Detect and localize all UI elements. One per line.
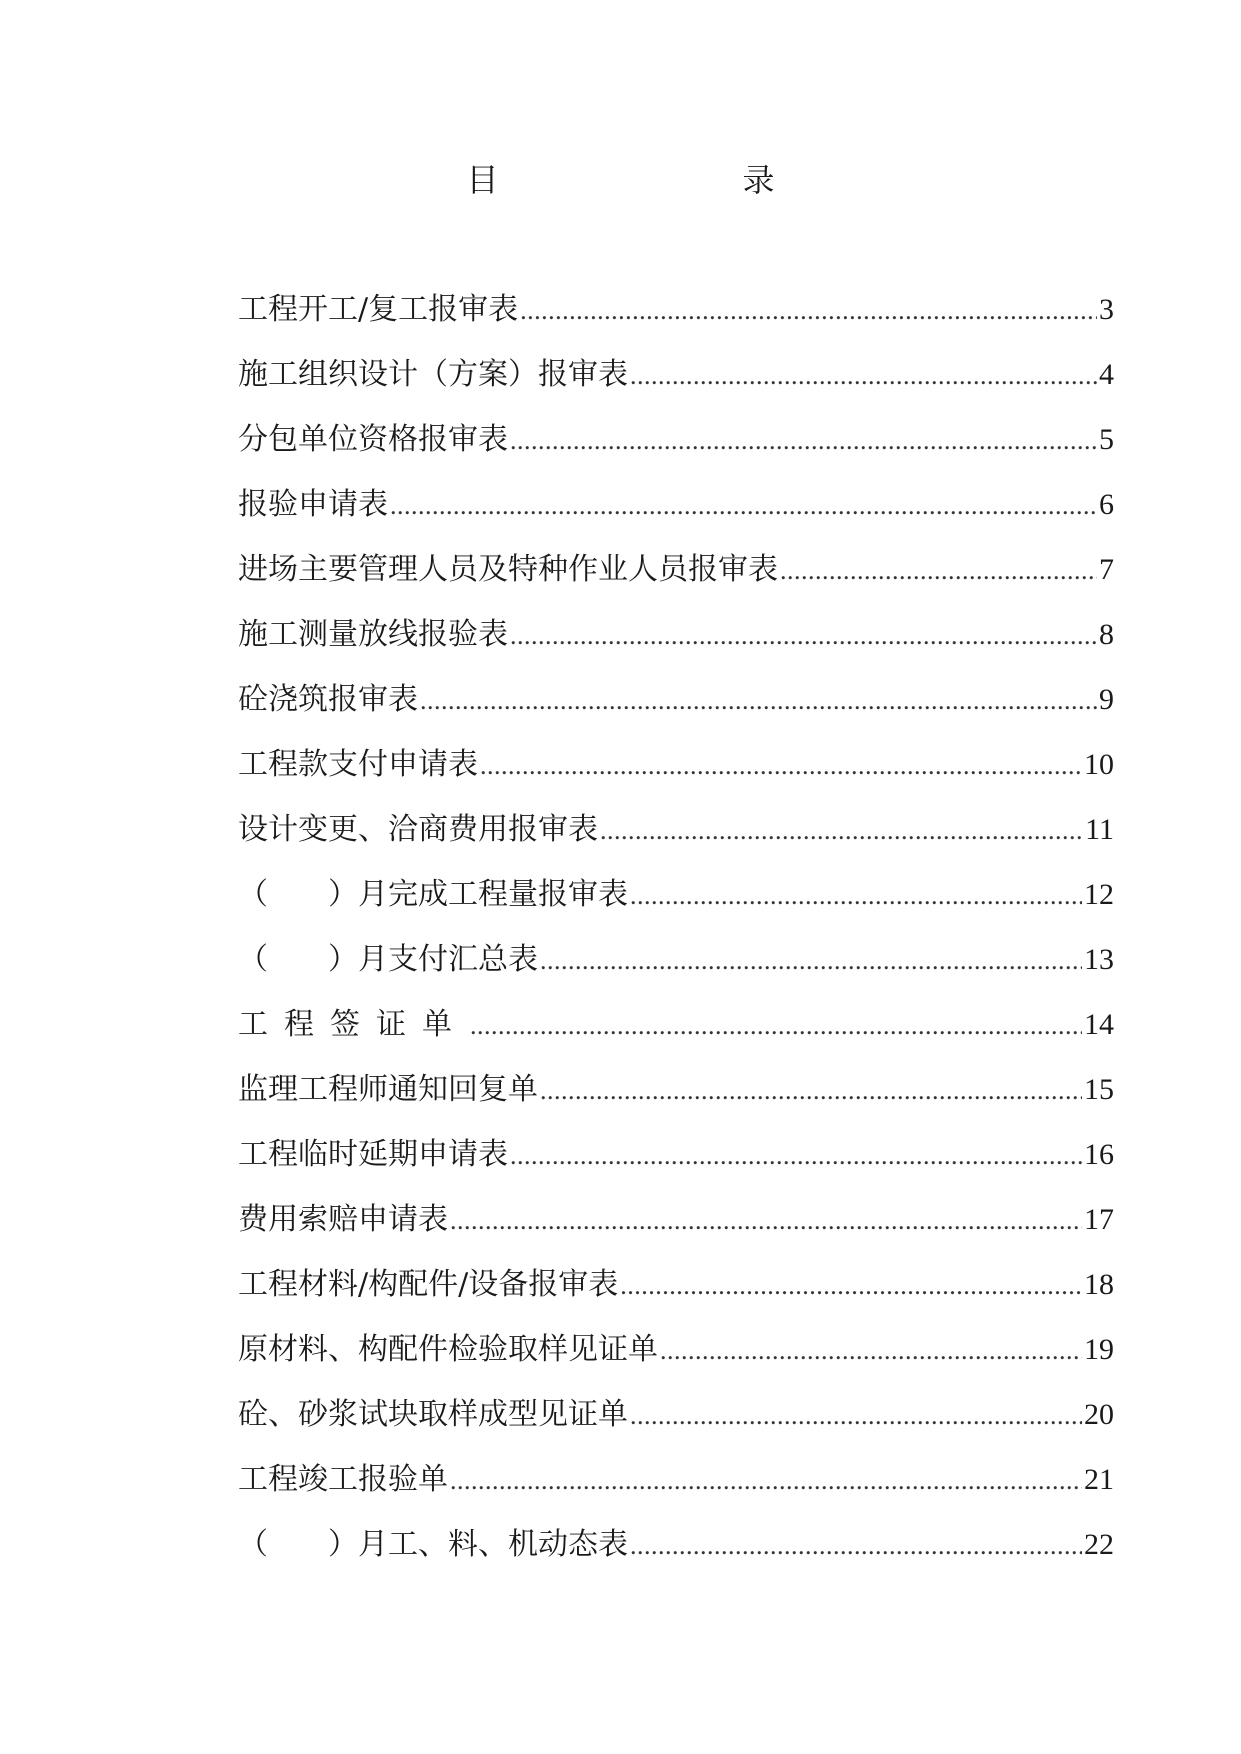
toc-leader-dots xyxy=(660,1331,1082,1371)
toc-entry-page: 12 xyxy=(1084,878,1114,911)
toc-leader-dots xyxy=(420,681,1097,721)
toc-entry-page: 20 xyxy=(1084,1398,1114,1431)
toc-entry[interactable] xyxy=(238,615,1114,680)
toc-leader-dots xyxy=(520,291,1097,331)
toc-entry-page: 8 xyxy=(1099,618,1114,651)
toc-entry-page: 16 xyxy=(1084,1138,1114,1171)
toc-entry-page: 13 xyxy=(1084,943,1114,976)
toc-leader-dots xyxy=(470,1006,1082,1046)
toc-entry[interactable] xyxy=(238,1005,1114,1070)
toc-leader-dots xyxy=(600,811,1083,851)
toc-entry-page: 14 xyxy=(1084,1008,1114,1041)
toc-leader-dots xyxy=(780,551,1097,591)
toc-entry-label: 工程竣工报验单 xyxy=(238,1462,448,1497)
toc-leader-dots xyxy=(450,1201,1082,1241)
toc-entry[interactable] xyxy=(238,1525,1114,1590)
toc-entry-label: 工程开工/复工报审表 xyxy=(238,292,519,327)
toc-entry-page: 9 xyxy=(1099,683,1114,716)
toc-leader-dots xyxy=(630,876,1082,916)
toc-entry-label: 施工测量放线报验表 xyxy=(238,617,508,652)
toc-entry-page: 5 xyxy=(1099,423,1114,456)
toc-entry[interactable] xyxy=(238,355,1114,420)
toc-leader-dots xyxy=(480,746,1082,786)
toc-leader-dots xyxy=(390,486,1097,526)
toc-entry[interactable] xyxy=(238,420,1114,485)
toc-entry-label: 工程签证单 xyxy=(238,1007,468,1042)
toc-entry[interactable] xyxy=(238,1200,1114,1265)
toc-entry[interactable] xyxy=(238,485,1114,550)
toc-entry-page: 22 xyxy=(1084,1528,1114,1561)
page-title: 目 录 xyxy=(466,161,835,199)
toc-entry[interactable] xyxy=(238,290,1114,355)
toc-entry-label: 施工组织设计（方案）报审表 xyxy=(238,357,628,392)
toc-entry-page: 10 xyxy=(1084,748,1114,781)
toc-entry-label: 分包单位资格报审表 xyxy=(238,422,508,457)
toc-leader-dots xyxy=(540,941,1082,981)
toc-entry-page: 15 xyxy=(1084,1073,1114,1106)
toc-entry-label: 工程临时延期申请表 xyxy=(238,1137,508,1172)
toc-entry[interactable] xyxy=(238,1070,1114,1135)
toc-leader-dots xyxy=(510,616,1097,656)
toc-entry-page: 11 xyxy=(1085,813,1114,846)
toc-leader-dots xyxy=(630,356,1097,396)
toc-leader-dots xyxy=(540,1071,1082,1111)
toc-entry-label: 监理工程师通知回复单 xyxy=(238,1072,538,1107)
toc-entry[interactable] xyxy=(238,745,1114,810)
toc-entry[interactable] xyxy=(238,680,1114,745)
toc-entry-page: 18 xyxy=(1084,1268,1114,1301)
toc-entry-page: 4 xyxy=(1099,358,1114,391)
toc-entry-page: 3 xyxy=(1099,293,1114,326)
toc-leader-dots xyxy=(510,421,1097,461)
toc-entry[interactable] xyxy=(238,1265,1114,1330)
toc-entry-label: 工程款支付申请表 xyxy=(238,747,478,782)
toc-entry[interactable] xyxy=(238,810,1114,875)
toc-entry-label: 原材料、构配件检验取样见证单 xyxy=(238,1332,658,1367)
toc-entry-label: 进场主要管理人员及特种作业人员报审表 xyxy=(238,552,778,587)
toc-entry[interactable] xyxy=(238,1395,1114,1460)
toc-entry-label: 设计变更、洽商费用报审表 xyxy=(238,812,598,847)
table-of-contents xyxy=(238,290,1114,1590)
toc-entry[interactable] xyxy=(238,1330,1114,1395)
toc-entry[interactable] xyxy=(238,940,1114,1005)
toc-entry-page: 19 xyxy=(1084,1333,1114,1366)
toc-entry-label: 费用索赔申请表 xyxy=(238,1202,448,1237)
toc-entry-label: 报验申请表 xyxy=(238,487,388,522)
toc-entry-label: 工程材料/构配件/设备报审表 xyxy=(238,1267,619,1302)
toc-entry[interactable] xyxy=(238,550,1114,615)
toc-leader-dots xyxy=(630,1396,1082,1436)
toc-entry-page: 6 xyxy=(1099,488,1114,521)
toc-entry-label: （ ）月完成工程量报审表 xyxy=(238,877,628,912)
toc-entry[interactable] xyxy=(238,875,1114,940)
toc-leader-dots xyxy=(620,1266,1082,1306)
toc-entry-page: 17 xyxy=(1084,1203,1114,1236)
toc-entry-page: 7 xyxy=(1099,553,1114,586)
toc-entry[interactable] xyxy=(238,1135,1114,1200)
toc-leader-dots xyxy=(450,1461,1082,1501)
toc-leader-dots xyxy=(510,1136,1082,1176)
toc-entry-label: （ ）月支付汇总表 xyxy=(238,942,538,977)
toc-entry-label: 砼、砂浆试块取样成型见证单 xyxy=(238,1397,628,1432)
toc-entry-page: 21 xyxy=(1084,1463,1114,1496)
toc-entry-label: （ ）月工、料、机动态表 xyxy=(238,1527,628,1562)
toc-leader-dots xyxy=(630,1526,1082,1566)
toc-entry-label: 砼浇筑报审表 xyxy=(238,682,418,717)
toc-entry[interactable] xyxy=(238,1460,1114,1525)
